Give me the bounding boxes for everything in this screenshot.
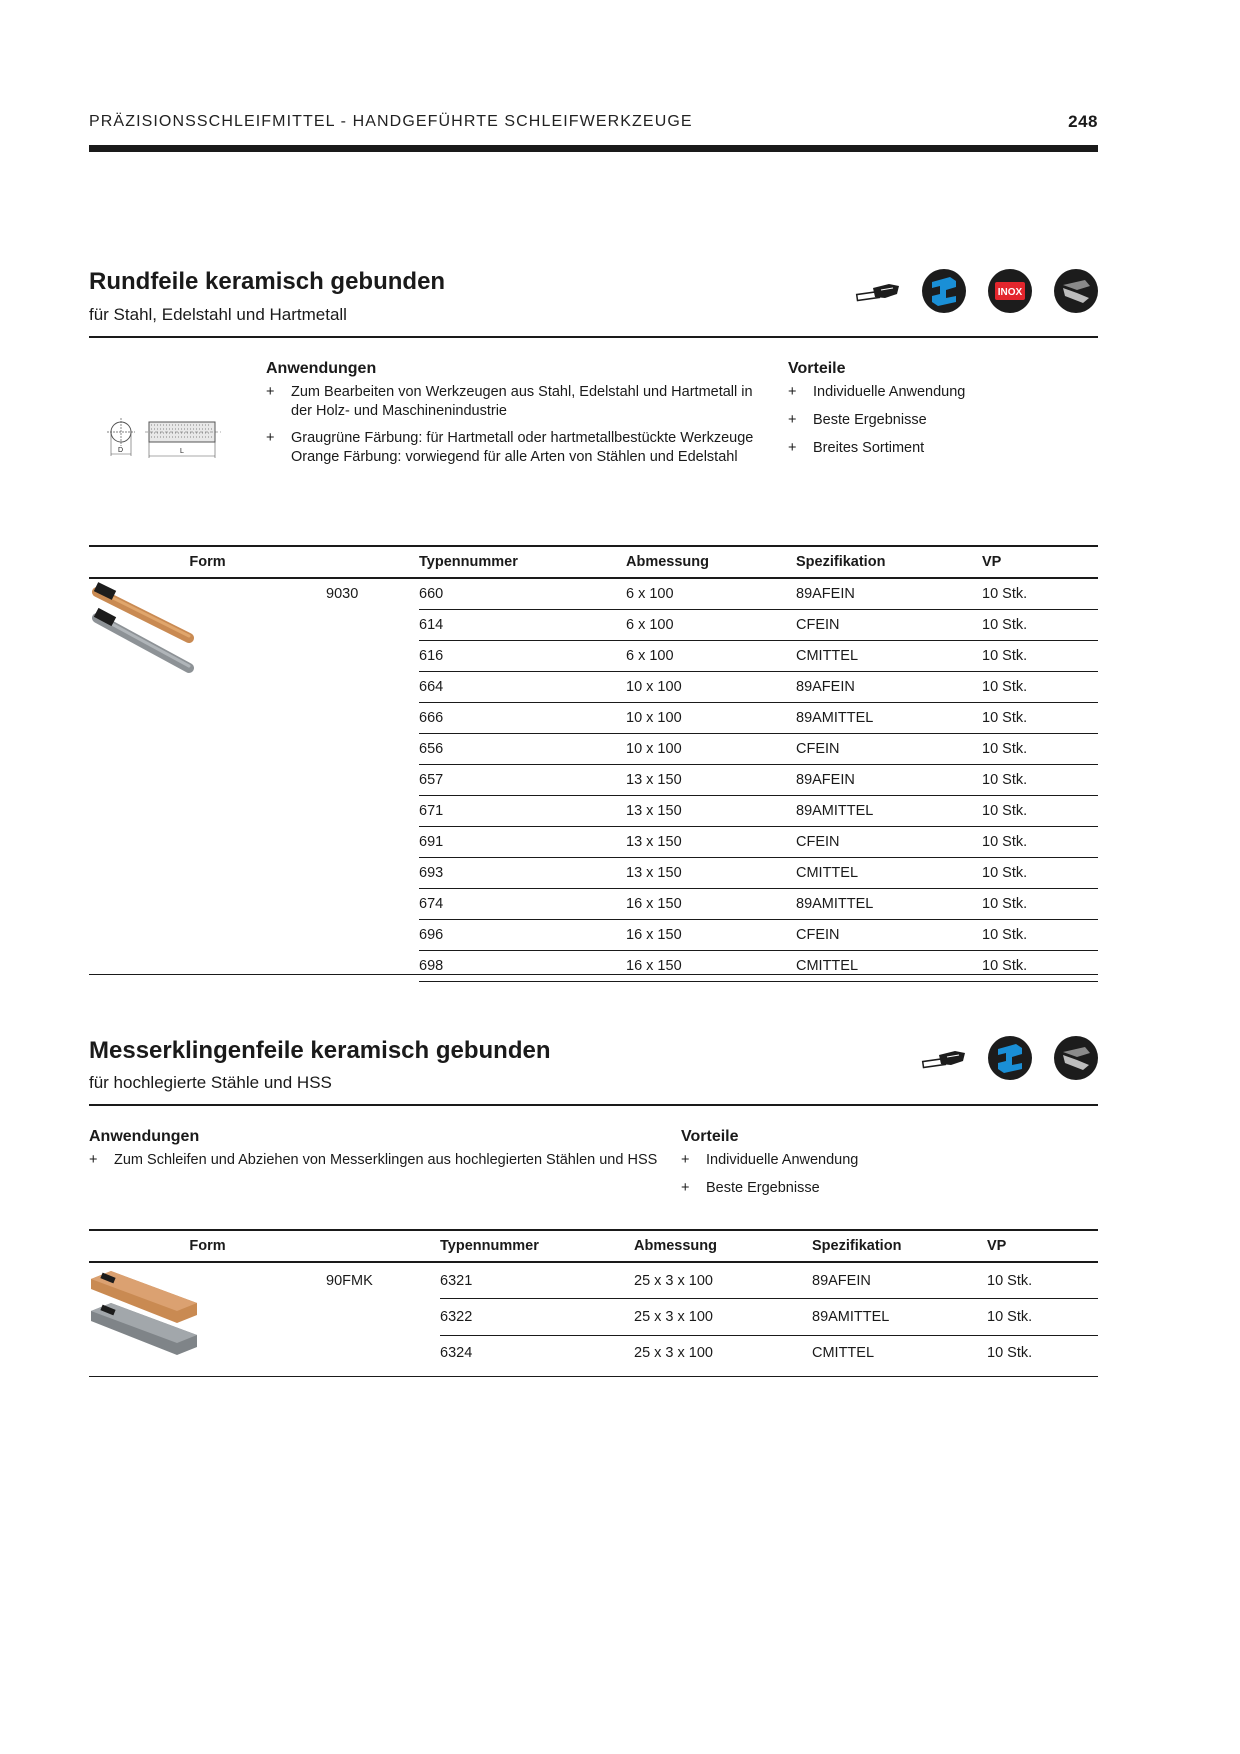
list-item: + Zum Schleifen und Abziehen von Messerklingen aus hochlegierten Stählen und HSS [89, 1151, 689, 1170]
form-code: 90FMK [326, 1272, 373, 1289]
section1-rule [89, 336, 1098, 338]
col-header-vp: VP [982, 546, 1098, 578]
section1-product-table [89, 545, 1098, 982]
col-header-form: Form [89, 1230, 326, 1262]
table-row: 696 16 x 150 CFEIN 10 Stk. [89, 920, 1098, 951]
page-number: 248 [1068, 112, 1098, 131]
col-header-form: Form [89, 546, 326, 578]
table-header-row [89, 1230, 1098, 1262]
table-row: 616 6 x 100 CMITTEL 10 Stk. [89, 641, 1098, 672]
section1-table-bottom-rule [89, 974, 1098, 975]
table-row: 657 13 x 150 89AFEIN 10 Stk. [89, 765, 1098, 796]
col-header-vp: VP [987, 1230, 1098, 1262]
section2-title: Messerklingenfeile keramisch gebunden [89, 1037, 551, 1064]
round-file-drawing [105, 412, 225, 467]
table-row: 6324 25 x 3 x 100 CMITTEL 10 Stk. [440, 1345, 1033, 1362]
table-row: 693 13 x 150 CMITTEL 10 Stk. [89, 858, 1098, 889]
drawing-label-l: L [180, 448, 184, 455]
table-row: 656 10 x 100 CFEIN 10 Stk. [89, 734, 1098, 765]
col-header-spec: Spezifikation [812, 1230, 987, 1262]
table-row: 9030 660 6 x 100 89AFEIN 10 Stk. [89, 578, 1098, 610]
section2-advantages-list [681, 1151, 961, 1198]
list-item: + Individuelle Anwendung [681, 1151, 961, 1170]
form-image-cell [89, 578, 326, 982]
table-row: 698 16 x 150 CMITTEL 10 Stk. [89, 951, 1098, 982]
section1-subtitle: für Stahl, Edelstahl und Hartmetall [89, 305, 347, 324]
table-row: 664 10 x 100 89AFEIN 10 Stk. [89, 672, 1098, 703]
section1-icon-row [855, 268, 1099, 319]
col-header-dimension: Abmessung [634, 1230, 812, 1262]
hard-metal-icon [1053, 268, 1099, 319]
table-row: 691 13 x 150 CFEIN 10 Stk. [89, 827, 1098, 858]
table-row: 674 16 x 150 89AMITTEL 10 Stk. [89, 889, 1098, 920]
section2-rule [89, 1104, 1098, 1106]
table-row: 666 10 x 100 89AMITTEL 10 Stk. [89, 703, 1098, 734]
table-row: 90FMK 6321 25 x 3 x 100 89AFEIN 10 Stk. [89, 1262, 1098, 1299]
col-header-spec: Spezifikation [796, 546, 982, 578]
section1-applications-list [266, 383, 776, 467]
section1-title: Rundfeile keramisch gebunden [89, 268, 446, 295]
list-item: + Individuelle Anwendung [788, 383, 1068, 402]
hard-metal-icon [1053, 1035, 1099, 1086]
steel-material-icon [987, 1035, 1033, 1086]
table-row: 6322 25 x 3 x 100 89AMITTEL 10 Stk. [89, 1299, 1098, 1335]
col-header-type: Typennummer [419, 546, 626, 578]
section1-advantages-list [788, 383, 1068, 458]
section2-subtitle: für hochlegierte Stähle und HSS [89, 1073, 332, 1092]
table-row: 614 6 x 100 CFEIN 10 Stk. [89, 610, 1098, 641]
section1-applications-heading: Anwendungen [266, 360, 377, 377]
drawing-label-d: D [118, 447, 124, 454]
list-item: + Graugrüne Färbung: für Hartmetall oder hartmetallbestückte Werkzeuge Orange Färbung: vorwiegend für alle Arten von Stählen und Edelstahl [266, 429, 776, 467]
table-row: 671 13 x 150 89AMITTEL 10 Stk. [89, 796, 1098, 827]
section2-applications-heading: Anwendungen [89, 1128, 200, 1145]
section2-product-table [89, 1229, 1098, 1371]
section2-icon-row [921, 1035, 1099, 1086]
header-title: PRÄZISIONSSCHLEIFMITTEL - HANDGEFÜHRTE SCHLEIFWERKZEUGE [89, 113, 693, 130]
form-image-cell [89, 1262, 326, 1371]
list-item: + Zum Bearbeiten von Werkzeugen aus Stahl, Edelstahl und Hartmetall in der Holz- und Maschinenindustrie [266, 383, 776, 421]
inox-icon [987, 268, 1033, 319]
section2-applications-list [89, 1151, 689, 1170]
col-header-dimension: Abmessung [626, 546, 796, 578]
inox-icon-text: INOX [997, 287, 1023, 298]
list-item: + Breites Sortiment [788, 439, 1068, 458]
hand-tool-icon [921, 1043, 967, 1078]
section2-advantages-heading: Vorteile [681, 1128, 739, 1145]
col-header-type: Typennummer [440, 1230, 634, 1262]
section1-advantages-heading: Vorteile [788, 360, 846, 377]
table-header-row [89, 546, 1098, 578]
knife-file-product-image [89, 1267, 199, 1367]
steel-material-icon [921, 268, 967, 319]
hand-tool-icon [855, 276, 901, 311]
round-file-product-image [89, 582, 199, 680]
list-item: + Beste Ergebnisse [788, 411, 1068, 430]
form-code: 9030 [326, 586, 359, 603]
header-rule [89, 145, 1098, 152]
list-item: + Beste Ergebnisse [681, 1179, 961, 1198]
section2-table-bottom-rule [89, 1376, 1098, 1377]
